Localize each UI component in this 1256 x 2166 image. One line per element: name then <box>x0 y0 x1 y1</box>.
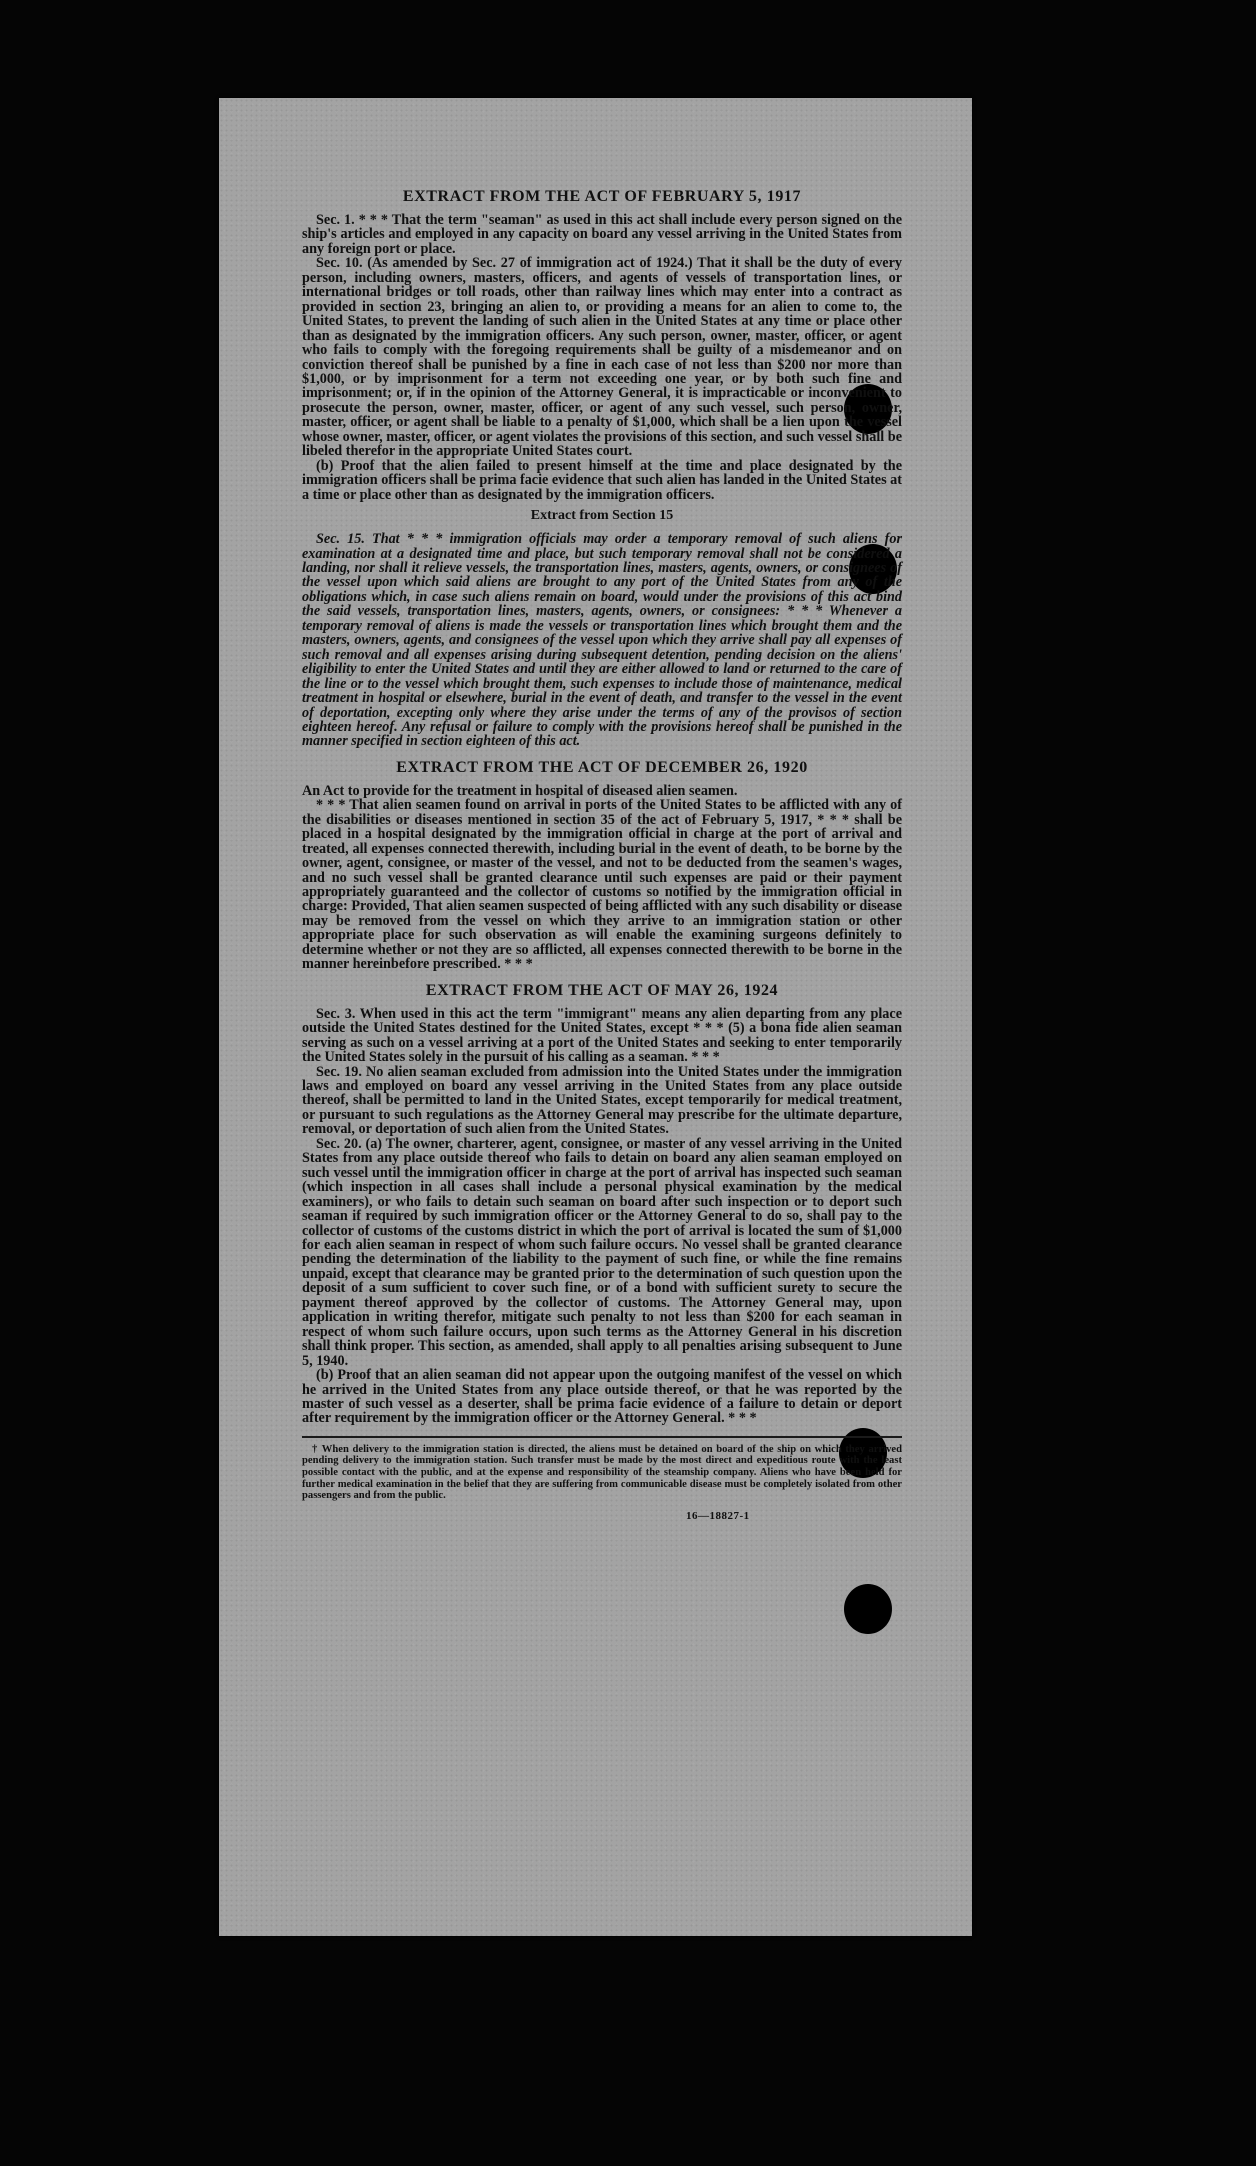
heading-act-1917: EXTRACT FROM THE ACT OF FEBRUARY 5, 1917 <box>402 188 802 205</box>
footnote: † When delivery to the immigration station is directed, the aliens must be detained on board of the ship on which they arrived pending delivery to the immigration station. Such transfer must be made by the most direct and expeditious route with the least possible contact with the public, and at the expense and responsibility of the steamship company. Aliens who have been held for further medical examination in the belief that they are suffering from communicable disease must be completely isolated from other passengers and from the public. <box>302 1443 902 1502</box>
heading-act-1920: EXTRACT FROM THE ACT OF DECEMBER 26, 1920 <box>396 758 808 776</box>
section-3-paragraph: Sec. 3. When used in this act the term "immigrant" means any alien departing from any place outside the United States destined for the United States, except * * * (5) a bona fide alien seaman serving as such on a vessel arriving at a port of the United States and seeking to enter temporarily the United States solely in the pursuit of his calling as a seaman. * * * <box>302 1005 902 1066</box>
section-20a-paragraph: Sec. 20. (a) The owner, charterer, agent, consignee, or master of any vessel arriving in the United States from any place outside thereof who fails to detain on board any alien seaman employed on such vessel until the immigration officer in charge at the port of arrival has inspected such seaman (which inspection in all cases shall include a personal physical examination by the medical examiners), or who fails to detain such seaman on board after such inspection or to deport such seaman if required by such immigration officer or the Attorney General to do so, shall pay to the collector of customs of the customs district in which the port of arrival is located the sum of $1,000 for each alien seaman in respect of whom such failure occurs. No vessel shall be granted clearance pending the determination of the liability to the payment of such fine, or while the fine remains unpaid, except that clearance may be granted prior to the determination of such question upon the deposit of a sum sufficient to cover such fine, or of a bond with sufficient surety to secure the payment thereof approved by the collector of customs. The Attorney General may, upon application in writing therefor, mitigate such penalty to not less than $200 for each seaman in respect of whom such failure occurs, upon such terms as the Attorney General in his discretion shall think proper. This section, as amended, shall apply to all penalties arising subsequent to June 5, 1940. <box>302 1135 902 1369</box>
form-number: 16—18827-1 <box>686 1509 750 1522</box>
act-1920-title: An Act to provide for the treatment in hospital of diseased alien seamen. <box>302 782 738 799</box>
section-20b-paragraph: (b) Proof that an alien seaman did not appear upon the outgoing manifest of the vessel on which he arrived in the United States from any place outside thereof, or that he was reported by the master of such vessel as a deserter, shall be prima facie evidence of a failure to detain or deport after requirement by the immigration officer or the Attorney General. * * * <box>302 1367 902 1427</box>
section-1-paragraph: Sec. 1. * * * That the term "seaman" as used in this act shall include every person signed on the ship's articles and employed in any capacity on board any vessel arriving in the United States from any foreign port or place. <box>302 212 902 257</box>
section-15-paragraph: Sec. 15. That * * * immigration officials may order a temporary removal of such aliens for examination at a designated time and place, but such temporary removal shall not be considered a landing, nor shall it relieve vessels, the transportation lines, masters, agents, owners, or consignees of the vessel upon which said aliens are brought to any port of the United States from any of the obligations which, in case such aliens remain on board, would under the provisions of this act bind the said vessels, transportation lines, masters, agents, owners, or consignees: * * * Whenever a temporary removal of aliens is made the vessels or transportation lines which brought them and the masters, owners, agents, and consignees of the vessel upon which they arrive shall pay all expenses of such removal and all expenses arising during subsequent detention, pending decision on the aliens' eligibility to enter the United States and until they are either allowed to land or returned to the care of the line or to the vessel which brought them, such expenses to include those of maintenance, medical treatment in hospital or elsewhere, burial in the event of death, and transfer to the vessel in the event of deportation, excepting only where they arise under the terms of any of the provisos of section eighteen hereof. Any refusal or failure to comply with the provisions hereof shall be punished in the manner specified in section eighteen of this act. <box>302 531 902 750</box>
footnote-divider <box>302 1436 902 1438</box>
section-19-paragraph: Sec. 19. No alien seaman excluded from admission into the United States under the immigration laws and employed on board any vessel arriving in the United States from any place outside thereof, shall be permitted to land in the United States, except temporarily for medical treatment, or pursuant to such regulations as the Attorney General may prescribe for the ultimate departure, removal, or deportation of such alien from the United States. <box>302 1063 902 1138</box>
act-1920-paragraph: * * * That alien seamen found on arrival in ports of the United States to be afflicted with any of the disabilities or diseases mentioned in section 35 of the act of February 5, 1917, * * * shall be placed in a hospital designated by the immigration official in charge at the port of arrival and treated, all expenses connected therewith, including burial in the event of death, to be borne by the owner, agent, consignee, or master of the vessel, and not to be deducted from the seamen's wages, and no such vessel shall be granted clearance until such expenses are paid or their payment appropriately guaranteed and the collector of customs so notified by the immigration official in charge: Provided, That alien seamen suspected of being afflicted with any such disability or disease may be removed from the vessel on which they arrive to an immigration station or other appropriate place for such observation as will enable the examining surgeons definitely to determine whether or not they are so afflicted, all expenses connected therewith to be borne in the manner hereinbefore prescribed. * * * <box>302 797 902 973</box>
subheading-section-15: Extract from Section 15 <box>530 508 674 524</box>
section-10b-paragraph: (b) Proof that the alien failed to present himself at the time and place designated by the immigration officers shall be prima facie evidence that such alien has landed in the United States at a time or place other than as designated by the immigration officers. <box>302 457 902 503</box>
section-10-paragraph: Sec. 10. (As amended by Sec. 27 of immigration act of 1924.) That it shall be the duty of every person, including owners, masters, officers, and agents of vessels of transportation lines, or international bridges or toll roads, other than railway lines which may enter into a contract as provided in section 23, bringing an alien to, or providing a means for an alien to come to, the United States, to prevent the landing of such alien in the United States at any time or place other than as designated by the immigration officers. Any such person, owner, master, officer, or agent who fails to comply with the foregoing requirements shall be guilty of a misdemeanor and on conviction thereof shall be punished by a fine in each case of not less than $200 nor more than $1,000, or by imprisonment for a term not exceeding one year, or by both such fine and imprisonment; or, if in the opinion of the Attorney General, it is impracticable or inconvenient to prosecute the person, owner, master, officer, or agent of any such vessel, such person, owner, master, officer, or agent shall be liable to a penalty of $1,000, which shall be a lien upon the vessel whose owner, master, officer, or agent violates the provisions of this section, and such vessel shall be libeled therefor in the appropriate United States court. <box>302 255 902 460</box>
punch-hole <box>844 1584 892 1634</box>
heading-act-1924: EXTRACT FROM THE ACT OF MAY 26, 1924 <box>425 981 779 999</box>
document-page <box>219 98 972 1936</box>
document-body <box>302 188 902 1522</box>
